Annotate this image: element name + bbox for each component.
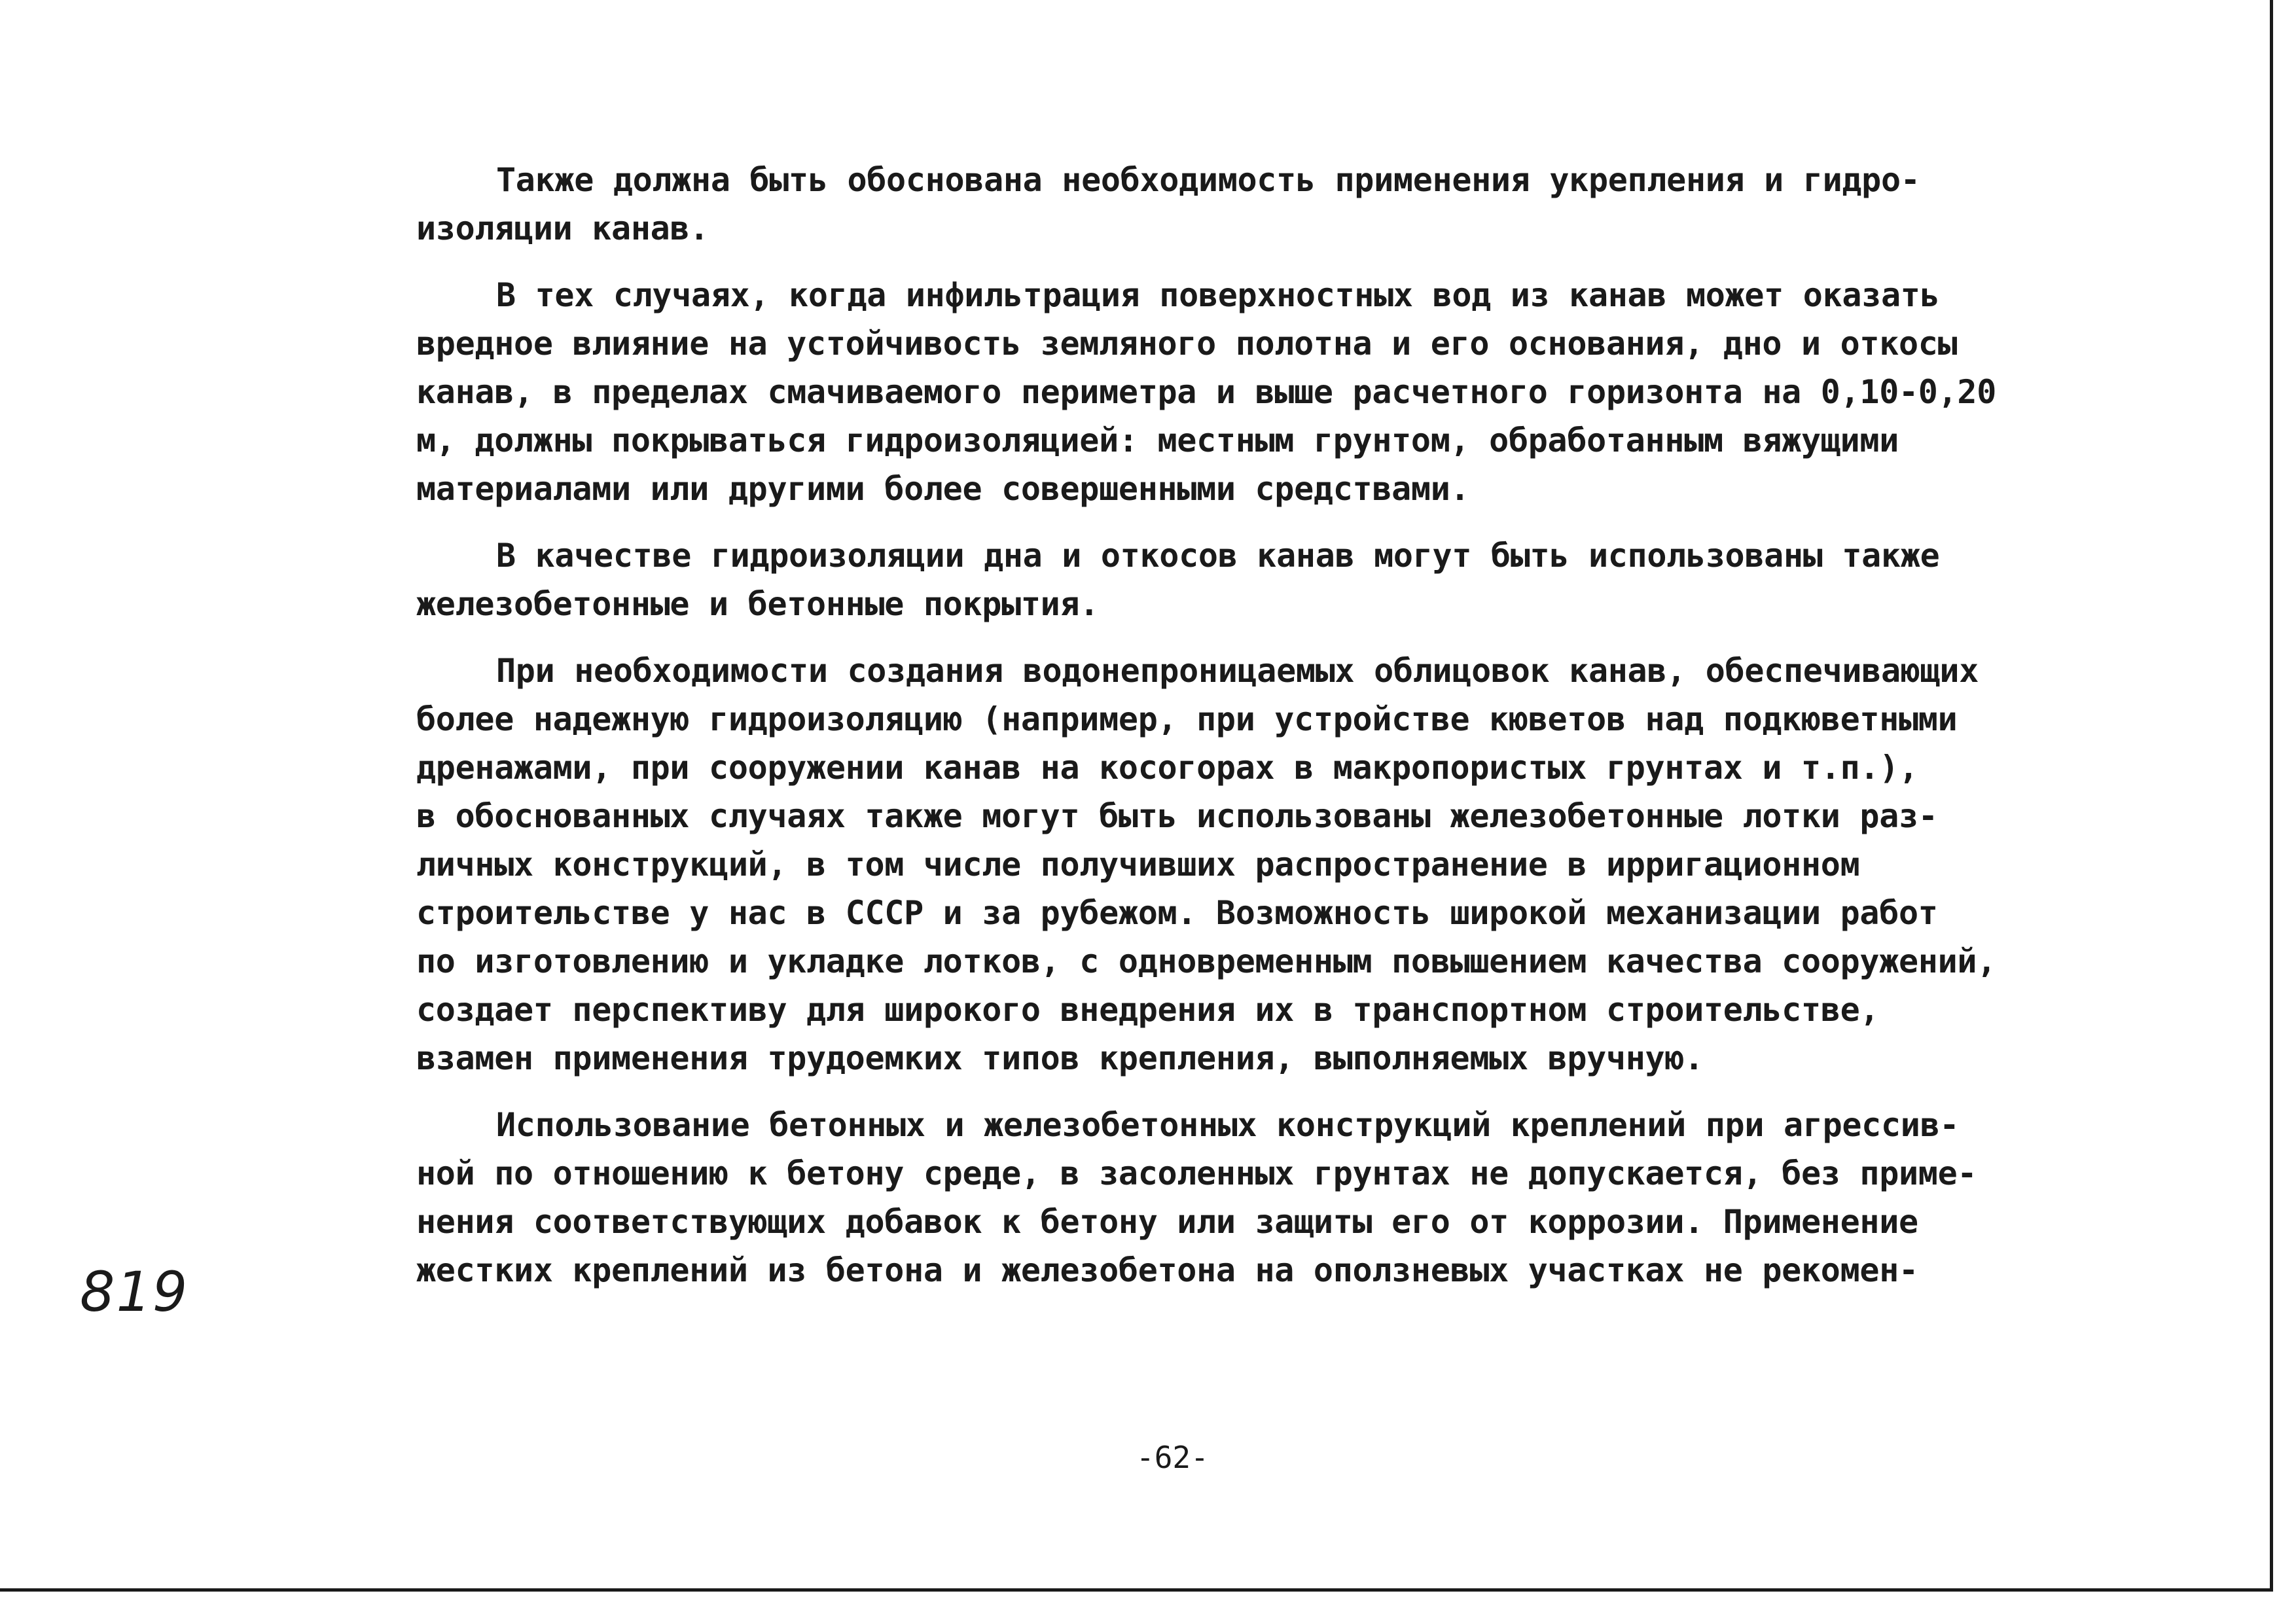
paragraph-5 — [416, 1101, 2066, 1294]
text-line: канав, в пределах смачиваемого периметра и выше расчетного горизонта на 0,10-0,20 — [416, 373, 1997, 411]
text-line: материалами или другими более совершенными средствами. — [416, 470, 1470, 508]
paragraph-1 — [416, 156, 2066, 253]
text-line: более надежную гидроизоляцию (например, при устройстве кюветов над подкюветными — [416, 700, 1958, 738]
text-line: строительстве у нас в СССР и за рубежом. Возможность широкой механизации работ — [416, 894, 1938, 932]
text-line: вредное влияние на устойчивость земляного полотна и его основания, дно и откосы — [416, 325, 1958, 363]
text-line: м, должны покрываться гидроизоляцией: местным грунтом, обработанным вяжущими — [416, 421, 1899, 459]
text-line: нения соответствующих добавок к бетону или защиты его от коррозии. Применение — [416, 1203, 1918, 1241]
text-line: Также должна быть обоснована необходимость применения укрепления и гидро- — [496, 161, 1920, 199]
text-line: В тех случаях, когда инфильтрация поверхностных вод из канав может оказать — [496, 276, 1940, 314]
text-line: жестких креплений из бетона и железобетона на оползневых участках не рекомен- — [416, 1251, 1918, 1289]
paragraph-4 — [416, 647, 2066, 1082]
paragraph-3 — [416, 531, 2066, 628]
text-line: железобетонные и бетонные покрытия. — [416, 585, 1100, 623]
text-line: взамен применения трудоемких типов крепления, выполняемых вручную. — [416, 1039, 1704, 1077]
text-line: ной по отношению к бетону среде, в засоленных грунтах не допускается, без приме- — [416, 1154, 1977, 1192]
text-line: по изготовлению и укладке лотков, с одновременным повышением качества сооружений, — [416, 942, 1997, 980]
text-line: При необходимости создания водонепроницаемых облицовок канав, обеспечивающих — [496, 652, 1979, 690]
text-line: дренажами, при сооружении канав на косогорах в макропористых грунтах и т.п.), — [416, 749, 1918, 787]
text-line: изоляции канав. — [416, 209, 709, 247]
text-line: создает перспективу для широкого внедрения их в транспортном строительстве, — [416, 991, 1880, 1029]
text-line: личных конструкций, в том числе получивших распространение в ирригационном — [416, 846, 1860, 883]
text-line: В качестве гидроизоляции дна и откосов канав могут быть использованы также — [496, 537, 1940, 575]
archive-page-number: 819 — [80, 1260, 189, 1324]
page-border-bottom — [0, 1588, 2273, 1592]
page-number: -62- — [1136, 1440, 1209, 1475]
document-body — [416, 156, 2066, 1313]
paragraph-2 — [416, 271, 2066, 513]
text-line: в обоснованных случаях также могут быть использованы железобетонные лотки раз- — [416, 797, 1938, 835]
page-border-right — [2270, 0, 2273, 1592]
text-line: Использование бетонных и железобетонных конструкций креплений при агрессив- — [496, 1106, 1960, 1144]
